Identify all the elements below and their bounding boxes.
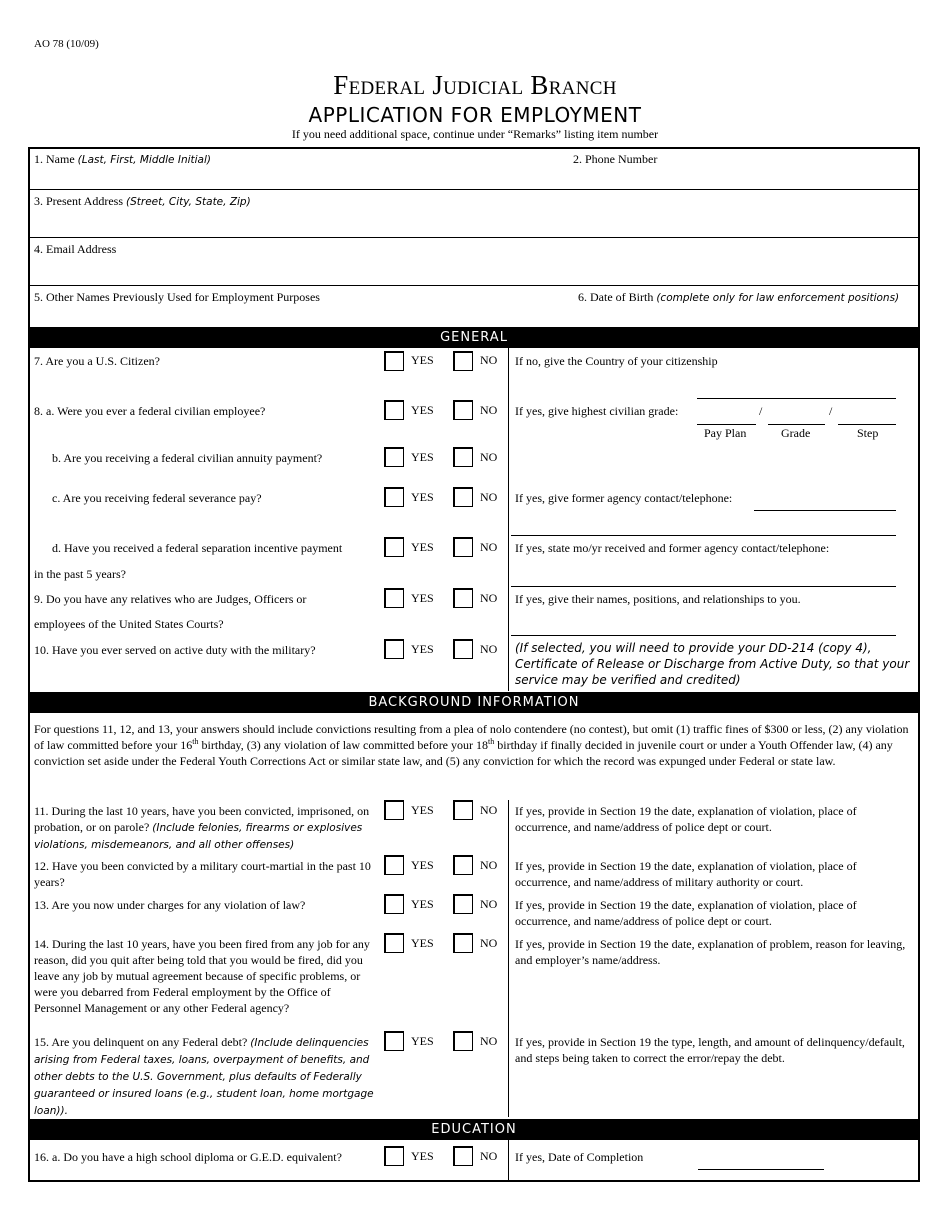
q8d-yes-checkbox[interactable] [384,537,404,557]
q7-no-checkbox[interactable] [453,351,473,371]
q10-text: 10. Have you ever served on active duty with the military? [34,643,316,657]
field-address[interactable]: 3. Present Address (Street, City, State, Zip) [34,194,251,208]
q13-yes-checkbox[interactable] [384,894,404,914]
section-general: GENERAL [28,327,920,348]
field-other-names[interactable]: 5. Other Names Previously Used for Employment Purposes [34,290,320,304]
page-subtitle: APPLICATION FOR EMPLOYMENT [308,103,642,127]
q8a-text: 8. a. Were you ever a federal civilian employee? [34,404,266,418]
field-email[interactable]: 4. Email Address [34,242,117,256]
q10-yes-checkbox[interactable] [384,639,404,659]
background-intro: For questions 11, 12, and 13, your answers should include convictions resulting from a plea of nolo contendere (no contest), but omit (1) traffic fines of $300 or less, (2) any violation of law committed before your 16th birthday, (3) any violation of law committed before your 18th birthday if finally decided in juvenile court or under a Youth Offender law, (4) any conviction set aside under the Federal Youth Corrections Act or similar state law, and (5) any conviction for which the record was expunged under Federal or state law. [34,722,909,768]
section-education: EDUCATION [28,1119,920,1140]
grade-label: Grade [781,426,811,440]
yes-label: YES [411,936,434,950]
q9-yes-checkbox[interactable] [384,588,404,608]
q8d-line[interactable] [511,586,896,587]
form-id: AO 78 (10/09) [34,38,99,50]
yes-label: YES [411,803,434,817]
no-label: NO [480,936,498,950]
slash: / [829,404,833,418]
q8c-line[interactable] [754,510,896,511]
page-title: Federal Judicial Branch [333,70,617,100]
q12-note: If yes, provide in Section 19 the date, explanation of violation, place of occurrence, and name/address of military authority or court. [515,859,857,889]
section-background: BACKGROUND INFORMATION [28,692,920,713]
yes-label: YES [411,1034,434,1048]
q11-yes-checkbox[interactable] [384,800,404,820]
frame-bottom [28,1180,920,1182]
q12-yes-checkbox[interactable] [384,855,404,875]
q11-no-checkbox[interactable] [453,800,473,820]
slash: / [759,404,763,418]
column-divider [508,800,509,1117]
column-divider [508,348,509,691]
field-phone[interactable]: 2. Phone Number [573,152,658,166]
q9-note: If yes, give their names, positions, and relationships to you. [515,592,801,606]
q8b-no-checkbox[interactable] [453,447,473,467]
q8c-text: c. Are you receiving federal severance pay? [52,491,262,505]
q11-text: 11. During the last 10 years, have you been convicted, imprisoned, on probation, or on parole? (Include felonies, firearms or explosives violations, misdemeanors, and all other offenses) [34,804,370,851]
q15-text: 15. Are you delinquent on any Federal debt? (Include delinquencies arising from Federal taxes, loans, overpayment of benefits, and other debts to the U.S. Government, plus defaults of Federally guaranteed or insured loans (e.g., student loan, home mortgage loan)). [34,1035,374,1117]
no-label: NO [480,591,498,605]
q8b-yes-checkbox[interactable] [384,447,404,467]
no-label: NO [480,858,498,872]
divider [28,285,920,286]
no-label: NO [480,450,498,464]
no-label: NO [480,490,498,504]
q12-text: 12. Have you been convicted by a military court-martial in the past 10 years? [34,859,371,889]
no-label: NO [480,353,498,367]
q14-note: If yes, provide in Section 19 the date, explanation of problem, reason for leaving, and employer’s name/address. [515,937,906,967]
q13-note: If yes, provide in Section 19 the date, explanation of violation, place of occurrence, and name/address of police dept or court. [515,898,857,928]
no-label: NO [480,540,498,554]
q15-no-checkbox[interactable] [453,1031,473,1051]
divider [28,237,920,238]
q14-no-checkbox[interactable] [453,933,473,953]
completion-date-line[interactable] [698,1169,824,1170]
q9-no-checkbox[interactable] [453,588,473,608]
no-label: NO [480,1149,498,1163]
no-label: NO [480,803,498,817]
q16a-yes-checkbox[interactable] [384,1146,404,1166]
q8c-no-checkbox[interactable] [453,487,473,507]
frame-top [28,147,920,149]
field-name[interactable]: 1. Name (Last, First, Middle Initial) [34,152,212,166]
q14-text: 14. During the last 10 years, have you been fired from any job for any reason, did you quit after being told that you would be fired, did you leave any job by mutual agreement because of specific problems, or were you debarred from Federal employment by the Office of Personnel Management or any other Federal agency? [34,937,370,1015]
no-label: NO [480,403,498,417]
q14-yes-checkbox[interactable] [384,933,404,953]
yes-label: YES [411,490,434,504]
q16a-note: If yes, Date of Completion [515,1150,644,1164]
q10-note: (If selected, you will need to provide your DD-214 (copy 4), Certificate of Release or Discharge from Active Duty, so that your service may be verified and credited) [515,641,910,687]
yes-label: YES [411,858,434,872]
yes-label: YES [411,591,434,605]
q13-text: 13. Are you now under charges for any violation of law? [34,898,306,912]
q8c-line-2[interactable] [511,535,896,536]
title-note: If you need additional space, continue under “Remarks” listing item number [291,127,659,141]
q8d-note: If yes, state mo/yr received and former agency contact/telephone: [515,541,830,555]
q8c-note: If yes, give former agency contact/telephone: [515,491,733,505]
yes-label: YES [411,1149,434,1163]
no-label: NO [480,897,498,911]
q9-text-2: employees of the United States Courts? [34,617,224,631]
yes-label: YES [411,353,434,367]
yes-label: YES [411,897,434,911]
no-label: NO [480,642,498,656]
q8a-no-checkbox[interactable] [453,400,473,420]
pay-plan-label: Pay Plan [704,426,747,440]
yes-label: YES [411,403,434,417]
q7-text: 7. Are you a U.S. Citizen? [34,354,160,368]
q10-no-checkbox[interactable] [453,639,473,659]
q8b-text: b. Are you receiving a federal civilian annuity payment? [52,451,323,465]
no-label: NO [480,1034,498,1048]
q8d-no-checkbox[interactable] [453,537,473,557]
q16a-text: 16. a. Do you have a high school diploma or G.E.D. equivalent? [34,1150,342,1164]
divider [28,189,920,190]
yes-label: YES [411,540,434,554]
yes-label: YES [411,450,434,464]
q15-note: If yes, provide in Section 19 the type, length, and amount of delinquency/default, and steps being taken to correct the error/repay the debt. [515,1035,905,1065]
q9-line[interactable] [511,635,896,636]
q8a-note: If yes, give highest civilian grade: [515,404,679,418]
q16a-no-checkbox[interactable] [453,1146,473,1166]
q11-note: If yes, provide in Section 19 the date, explanation of violation, place of occurrence, and name/address of police dept or court. [515,804,857,834]
q8d-text-2: in the past 5 years? [34,567,126,581]
grade-line[interactable] [697,398,896,399]
q8d-text: d. Have you received a federal separation incentive payment [52,541,343,555]
q13-no-checkbox[interactable] [453,894,473,914]
q9-text: 9. Do you have any relatives who are Judges, Officers or [34,592,307,606]
q7-note: If no, give the Country of your citizenship [515,354,718,368]
q7-yes-checkbox[interactable] [384,351,404,371]
q8a-yes-checkbox[interactable] [384,400,404,420]
column-divider [508,1140,509,1180]
yes-label: YES [411,642,434,656]
q15-yes-checkbox[interactable] [384,1031,404,1051]
field-dob[interactable]: 6. Date of Birth (complete only for law enforcement positions) [578,290,900,304]
step-label: Step [857,426,879,440]
q12-no-checkbox[interactable] [453,855,473,875]
q8c-yes-checkbox[interactable] [384,487,404,507]
